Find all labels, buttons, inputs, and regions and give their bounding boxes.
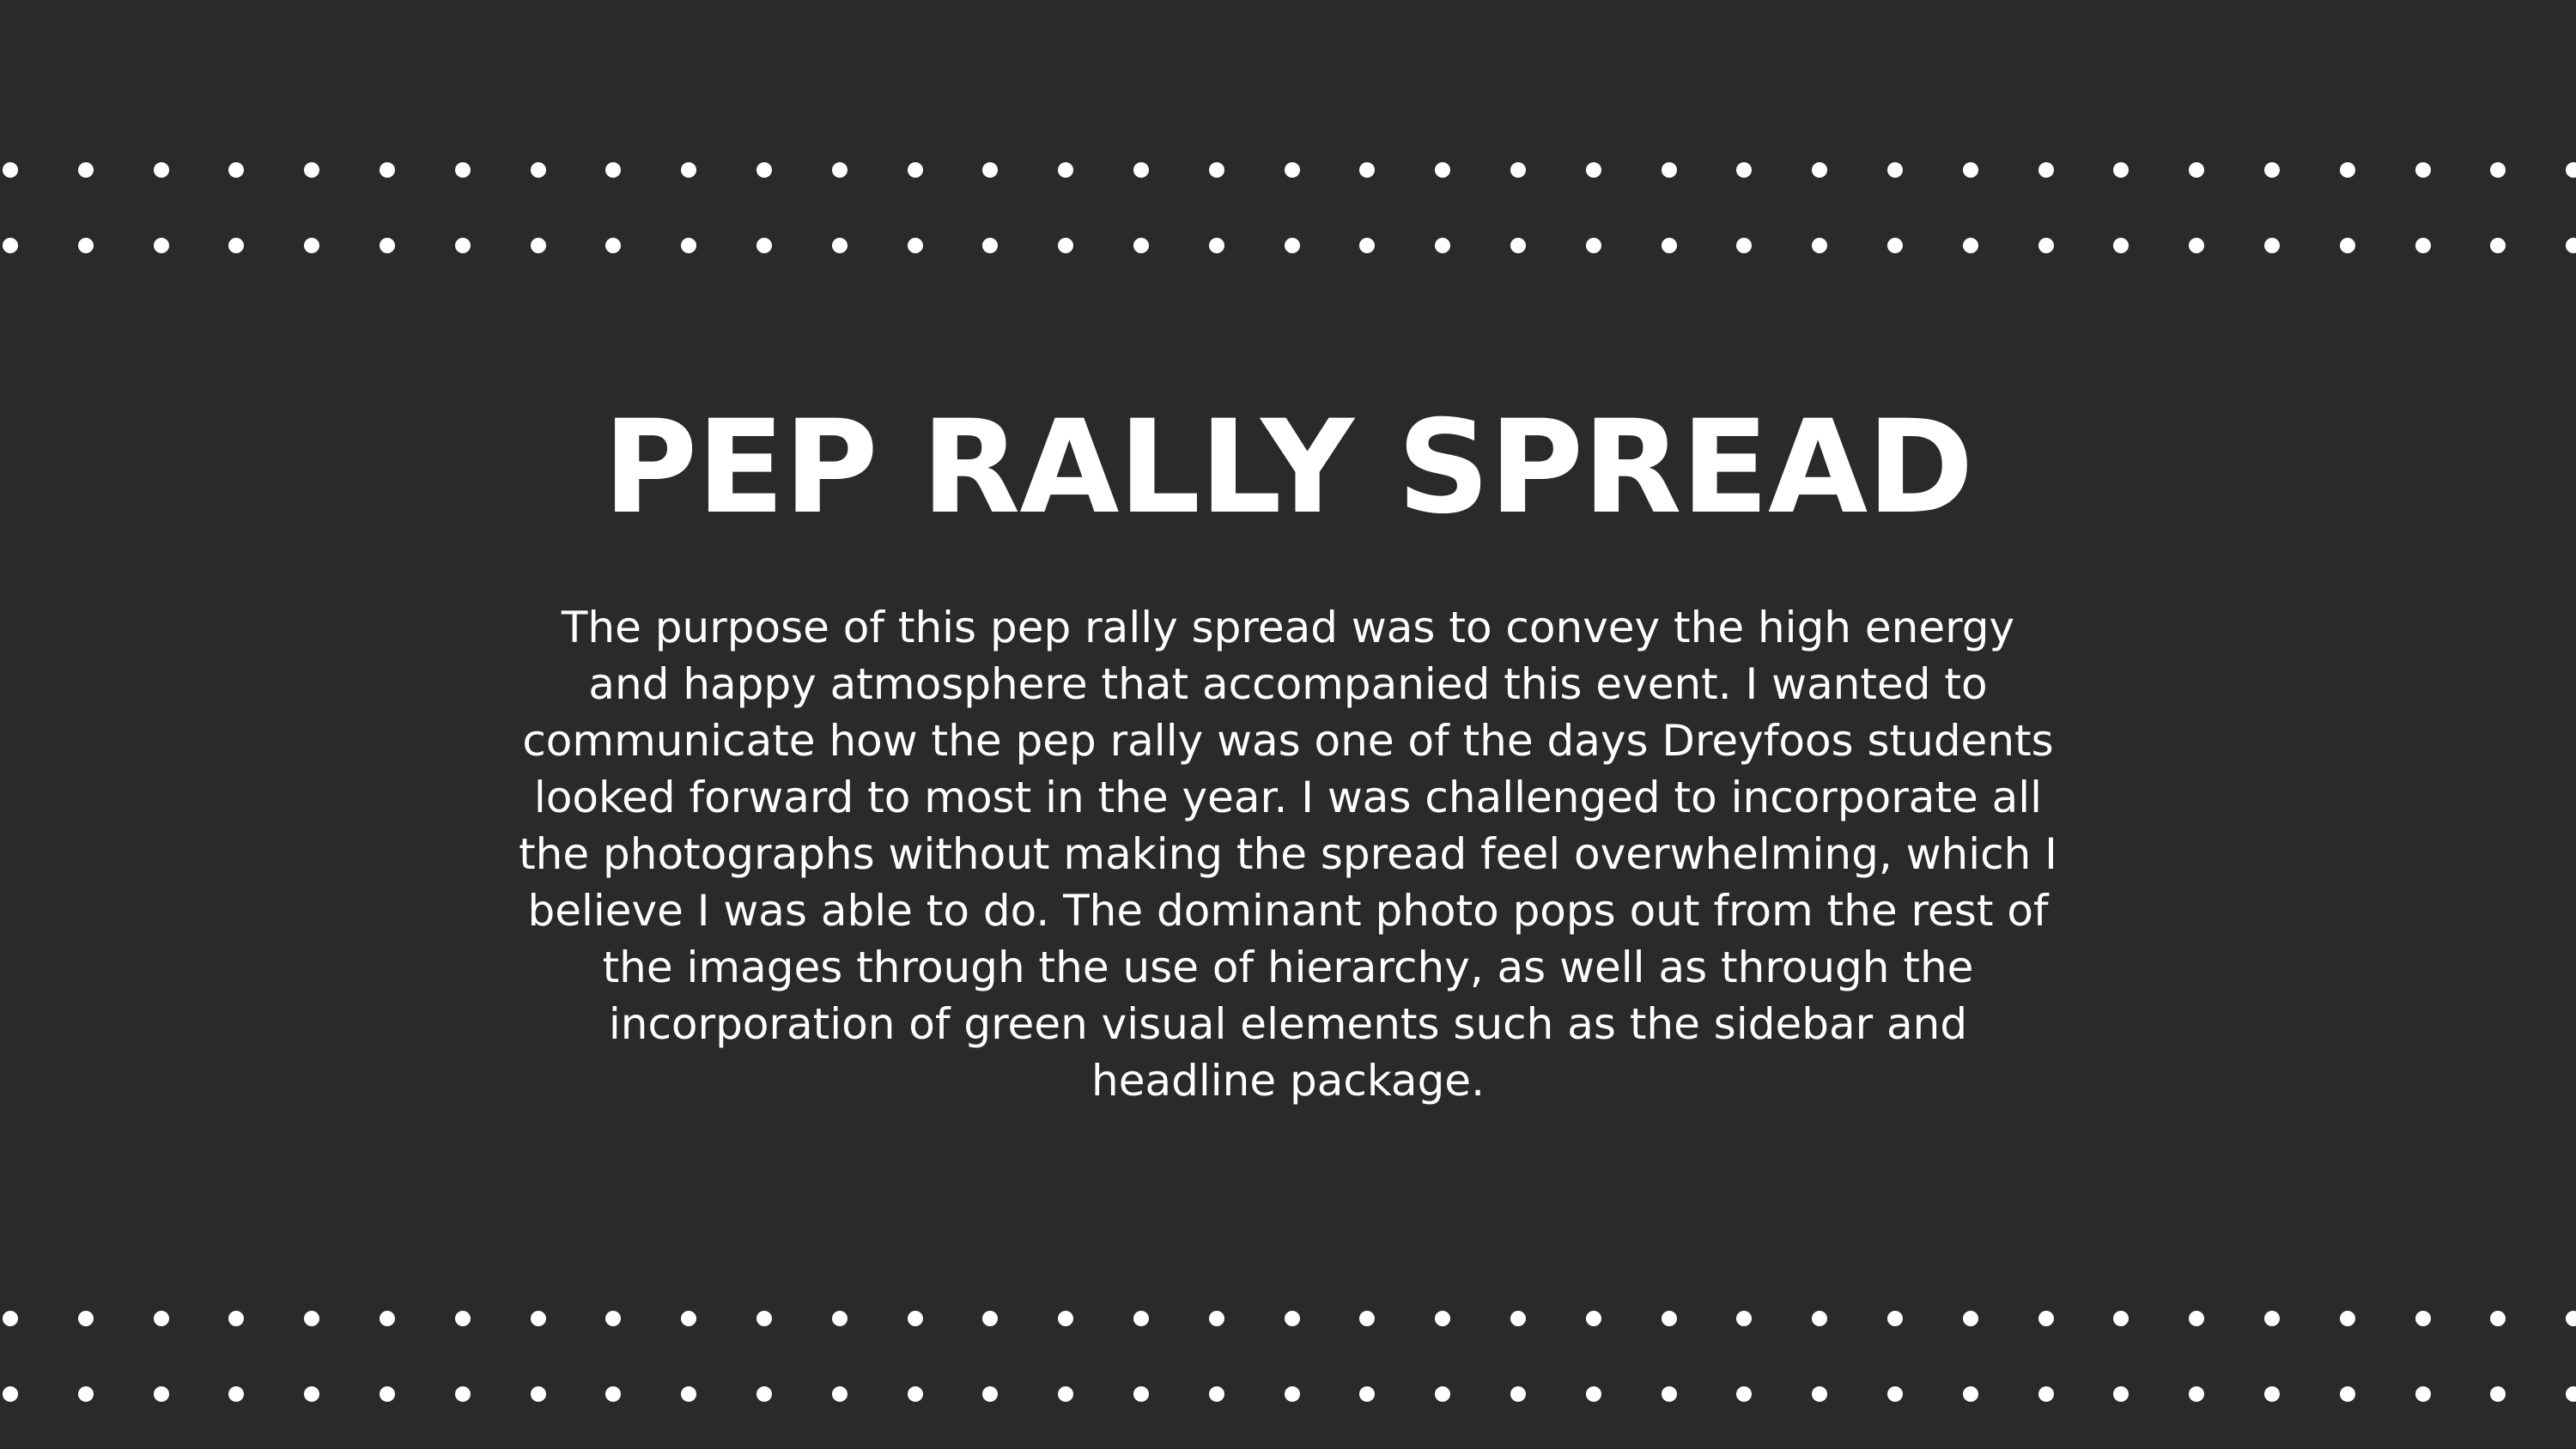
decorative-dot	[78, 238, 94, 253]
decorative-dot	[681, 162, 696, 178]
decorative-dot	[605, 1311, 621, 1326]
decorative-dot	[228, 1386, 244, 1402]
bottom-dot-row-1	[0, 1310, 2576, 1327]
decorative-dot	[1058, 238, 1073, 253]
decorative-dot	[605, 1386, 621, 1402]
decorative-dot	[228, 238, 244, 253]
decorative-dot	[2038, 238, 2054, 253]
decorative-dot	[756, 1311, 772, 1326]
decorative-dot	[2189, 162, 2204, 178]
decorative-dot	[982, 162, 998, 178]
decorative-dot	[1209, 1311, 1224, 1326]
slide-title: PEP RALLY SPREAD	[603, 393, 1973, 543]
decorative-dot	[154, 162, 169, 178]
decorative-dot	[681, 1386, 696, 1402]
decorative-dot	[605, 238, 621, 253]
decorative-dot	[78, 162, 94, 178]
decorative-dot	[304, 1311, 319, 1326]
decorative-dot	[2566, 238, 2576, 253]
decorative-dot	[1662, 1386, 1677, 1402]
decorative-dot	[2189, 1311, 2204, 1326]
decorative-dot	[2490, 238, 2506, 253]
top-dot-row-2	[0, 237, 2576, 254]
decorative-dot	[154, 238, 169, 253]
decorative-dot	[1812, 162, 1827, 178]
decorative-dot	[1887, 1386, 1903, 1402]
decorative-dot	[908, 238, 923, 253]
decorative-dot	[1662, 238, 1677, 253]
decorative-dot	[531, 1386, 546, 1402]
decorative-dot	[2566, 1311, 2576, 1326]
decorative-dot	[2038, 1386, 2054, 1402]
decorative-dot	[78, 1386, 94, 1402]
decorative-dot	[2415, 1386, 2431, 1402]
decorative-dot	[2189, 238, 2204, 253]
decorative-dot	[1435, 238, 1450, 253]
decorative-dot	[2415, 238, 2431, 253]
decorative-dot	[1586, 238, 1601, 253]
decorative-dot	[455, 162, 471, 178]
decorative-dot	[1435, 162, 1450, 178]
decorative-dot	[1285, 238, 1300, 253]
decorative-dot	[1209, 1386, 1224, 1402]
decorative-dot	[531, 1311, 546, 1326]
decorative-dot	[1359, 1386, 1375, 1402]
decorative-dot	[304, 162, 319, 178]
decorative-dot	[2490, 162, 2506, 178]
decorative-dot	[455, 1386, 471, 1402]
decorative-dot	[1812, 1311, 1827, 1326]
decorative-dot	[1812, 1386, 1827, 1402]
decorative-dot	[1133, 162, 1149, 178]
decorative-dot	[455, 1311, 471, 1326]
decorative-dot	[1359, 238, 1375, 253]
decorative-dot	[1736, 1386, 1752, 1402]
decorative-dot	[1736, 162, 1752, 178]
decorative-dot	[2566, 162, 2576, 178]
decorative-dot	[2264, 1386, 2280, 1402]
decorative-dot	[3, 162, 18, 178]
decorative-dot	[154, 1311, 169, 1326]
decorative-dot	[3, 1386, 18, 1402]
decorative-dot	[2340, 1311, 2355, 1326]
decorative-dot	[531, 162, 546, 178]
decorative-dot	[1812, 238, 1827, 253]
decorative-dot	[605, 162, 621, 178]
decorative-dot	[304, 238, 319, 253]
decorative-dot	[1209, 238, 1224, 253]
decorative-dot	[1435, 1386, 1450, 1402]
decorative-dot	[832, 238, 848, 253]
decorative-dot	[1133, 1386, 1149, 1402]
decorative-dot	[832, 162, 848, 178]
decorative-dot	[380, 1386, 395, 1402]
decorative-dot	[1510, 162, 1526, 178]
decorative-dot	[1586, 1311, 1601, 1326]
decorative-dot	[1662, 162, 1677, 178]
decorative-dot	[1133, 238, 1149, 253]
decorative-dot	[2113, 1311, 2129, 1326]
decorative-dot	[2490, 1311, 2506, 1326]
decorative-dot	[908, 1386, 923, 1402]
decorative-dot	[2340, 238, 2355, 253]
decorative-dot	[3, 1311, 18, 1326]
decorative-dot	[1285, 1386, 1300, 1402]
decorative-dot	[1586, 162, 1601, 178]
decorative-dot	[2038, 1311, 2054, 1326]
decorative-dot	[2415, 1311, 2431, 1326]
decorative-dot	[1058, 1311, 1073, 1326]
decorative-dot	[2038, 162, 2054, 178]
top-dot-row-1	[0, 161, 2576, 179]
decorative-dot	[2415, 162, 2431, 178]
decorative-dot	[1209, 162, 1224, 178]
decorative-dot	[756, 1386, 772, 1402]
decorative-dot	[2566, 1386, 2576, 1402]
decorative-dot	[1963, 1386, 1978, 1402]
decorative-dot	[1887, 238, 1903, 253]
decorative-dot	[1133, 1311, 1149, 1326]
decorative-dot	[2340, 1386, 2355, 1402]
decorative-dot	[1887, 162, 1903, 178]
decorative-dot	[3, 238, 18, 253]
decorative-dot	[1359, 1311, 1375, 1326]
bottom-dot-row-2	[0, 1385, 2576, 1403]
decorative-dot	[455, 238, 471, 253]
decorative-dot	[832, 1311, 848, 1326]
decorative-dot	[1285, 1311, 1300, 1326]
decorative-dot	[2264, 238, 2280, 253]
decorative-dot	[2264, 162, 2280, 178]
decorative-dot	[1058, 1386, 1073, 1402]
decorative-dot	[380, 1311, 395, 1326]
decorative-dot	[1963, 162, 1978, 178]
decorative-dot	[982, 1386, 998, 1402]
decorative-dot	[304, 1386, 319, 1402]
decorative-dot	[908, 162, 923, 178]
decorative-dot	[78, 1311, 94, 1326]
decorative-dot	[2113, 1386, 2129, 1402]
decorative-dot	[2113, 238, 2129, 253]
decorative-dot	[2189, 1386, 2204, 1402]
decorative-dot	[1285, 162, 1300, 178]
decorative-dot	[154, 1386, 169, 1402]
decorative-dot	[1736, 1311, 1752, 1326]
decorative-dot	[908, 1311, 923, 1326]
decorative-dot	[681, 238, 696, 253]
decorative-dot	[380, 238, 395, 253]
slide-body-text: The purpose of this pep rally spread was to convey the high energy and happy atmosphere that accompanied this event. I wanted to communicate how the pep rally was one of the days Dreyfoos students looked forward to most in the year. I was challenged to incorporate all the photographs without making the spread feel overwhelming, which I believe I was able to do. The dominant photo pops out from the rest of the images through the use of hierarchy, as well as through the incorporation of green visual elements such as the sidebar and headline package.	[519, 603, 2057, 1106]
decorative-dot	[756, 238, 772, 253]
decorative-dot	[1662, 1311, 1677, 1326]
decorative-dot	[1586, 1386, 1601, 1402]
decorative-dot	[1510, 1386, 1526, 1402]
decorative-dot	[1887, 1311, 1903, 1326]
decorative-dot	[1435, 1311, 1450, 1326]
decorative-dot	[681, 1311, 696, 1326]
decorative-dot	[2490, 1386, 2506, 1402]
decorative-dot	[756, 162, 772, 178]
decorative-dot	[1736, 238, 1752, 253]
decorative-dot	[228, 1311, 244, 1326]
decorative-dot	[2113, 162, 2129, 178]
decorative-dot	[1963, 238, 1978, 253]
decorative-dot	[1058, 162, 1073, 178]
decorative-dot	[1510, 238, 1526, 253]
decorative-dot	[531, 238, 546, 253]
decorative-dot	[380, 162, 395, 178]
decorative-dot	[982, 1311, 998, 1326]
decorative-dot	[982, 238, 998, 253]
decorative-dot	[832, 1386, 848, 1402]
decorative-dot	[228, 162, 244, 178]
decorative-dot	[2340, 162, 2355, 178]
decorative-dot	[1963, 1311, 1978, 1326]
decorative-dot	[1510, 1311, 1526, 1326]
decorative-dot	[1359, 162, 1375, 178]
decorative-dot	[2264, 1311, 2280, 1326]
